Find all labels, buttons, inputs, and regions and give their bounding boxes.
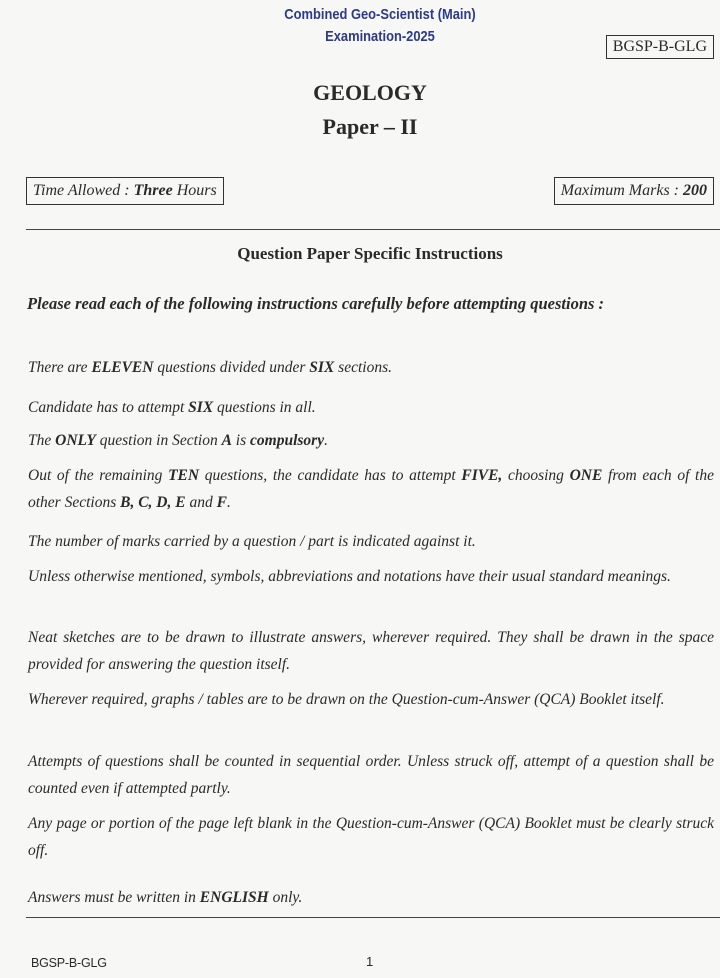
instruction-item [28, 624, 714, 678]
maximum-marks-label: Maximum Marks : [560, 182, 683, 199]
instruction-item [28, 884, 714, 911]
paper-code-box: BGSP-B-GLG [606, 35, 714, 59]
subject-title: GEOLOGY [313, 80, 427, 105]
instruction-text: Answers must be written in [28, 889, 200, 906]
instruction-text: is [231, 432, 251, 449]
instruction-emphasis: ENGLISH [199, 889, 269, 906]
instruction-item [28, 686, 714, 713]
instruction-text: questions in all. [213, 399, 316, 416]
instruction-item [28, 528, 714, 555]
instruction-emphasis: SIX [188, 399, 214, 416]
instruction-text: from each of the other Sections [28, 467, 714, 511]
instruction-item [28, 748, 714, 802]
instruction-text: question in Section [95, 432, 222, 449]
exam-title [268, 4, 492, 48]
instruction-emphasis: ONE [569, 467, 603, 484]
instruction-emphasis: F [216, 494, 227, 511]
exam-title-line1: Combined Geo-Scientist (Main) [284, 6, 476, 23]
instruction-item [28, 394, 714, 421]
instruction-text: . [324, 432, 328, 449]
instruction-emphasis: ONLY [55, 432, 96, 449]
instruction-item [28, 354, 714, 381]
time-allowed-unit: Hours [172, 182, 217, 199]
instruction-text: and [185, 494, 217, 511]
instruction-text: Wherever required, graphs / tables are to be drawn on the Question-cum-Answer (QCA) Booklet itself. [28, 691, 665, 708]
time-allowed-value: Three [133, 182, 173, 199]
instruction-text: choosing [502, 467, 570, 484]
instruction-emphasis: TEN [168, 467, 200, 484]
instruction-text: sections. [334, 359, 392, 376]
instruction-item [28, 462, 714, 516]
instruction-emphasis: B, C, D, E [120, 494, 186, 511]
instruction-text: Neat sketches are to be drawn to illustrate answers, wherever required. They shall be drawn in the space provided for answering the question itself. [28, 629, 714, 673]
instruction-text: Candidate has to attempt [28, 399, 189, 416]
instruction-emphasis: ELEVEN [91, 359, 154, 376]
instruction-text: questions, the candidate has to attempt [199, 467, 462, 484]
instruction-text: There are [28, 359, 92, 376]
exam-title-line2: Examination-2025 [325, 28, 435, 45]
instruction-item [28, 427, 714, 454]
instruction-text: The number of marks carried by a question / part is indicated against it. [28, 533, 476, 550]
instructions-lead: Please read each of the following instructions carefully before attempting questions : [27, 294, 605, 313]
instruction-text: Unless otherwise mentioned, symbols, abbreviations and notations have their usual standard meanings. [28, 568, 671, 585]
instruction-text: The [28, 432, 56, 449]
paper-number: Paper – II [322, 114, 418, 139]
instruction-item [28, 563, 714, 590]
instruction-emphasis: compulsory [250, 432, 325, 449]
maximum-marks-value: 200 [683, 182, 707, 199]
time-allowed-label: Time Allowed : [33, 182, 134, 199]
instruction-text: only. [268, 889, 303, 906]
instruction-text: questions divided under [153, 359, 310, 376]
instruction-emphasis: FIVE, [461, 467, 503, 484]
instruction-text: Out of the remaining [28, 467, 169, 484]
instruction-emphasis: SIX [309, 359, 335, 376]
divider-bottom [26, 917, 720, 918]
instruction-text: Any page or portion of the page left blank in the Question-cum-Answer (QCA) Booklet must be clearly struck off. [28, 815, 714, 859]
instruction-text: Attempts of questions shall be counted in sequential order. Unless struck off, attempt of a question shall be counted even if attempted partly. [28, 753, 714, 797]
instruction-emphasis: A [221, 432, 232, 449]
time-allowed-box [26, 177, 224, 205]
maximum-marks-box [554, 177, 714, 205]
divider-top [26, 229, 720, 230]
page-number: 1 [366, 954, 374, 969]
instructions-heading: Question Paper Specific Instructions [237, 244, 503, 263]
footer-paper-code: BGSP-B-GLG [31, 956, 107, 970]
instruction-item [28, 810, 714, 864]
instruction-text: . [226, 494, 231, 511]
